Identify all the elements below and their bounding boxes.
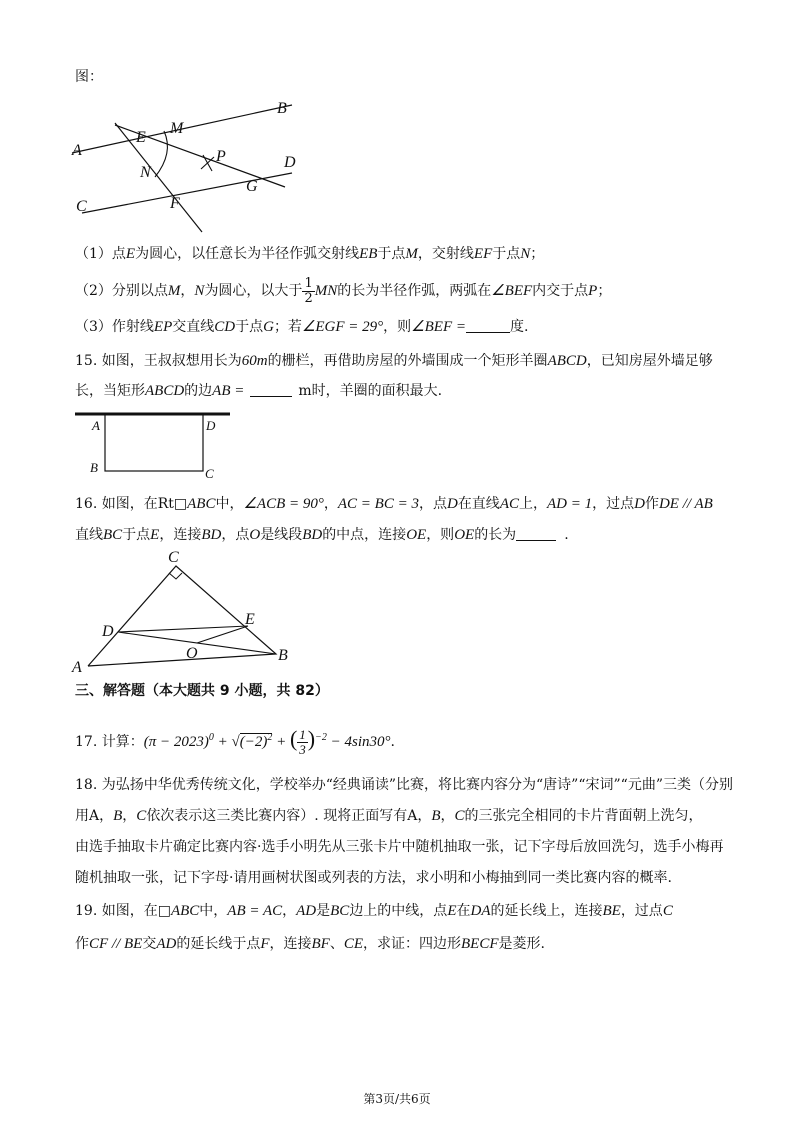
q14-step3: （3）作射线EP交直线CD于点G；若∠EGF = 29°，则∠BEF = 度. [75, 319, 529, 335]
label-a: A [92, 418, 100, 433]
page-number: 第3页/共6页 [363, 1092, 431, 1106]
segment-de [118, 626, 248, 632]
q15-line1: 15. 如图，王叔叔想用长为60m的栅栏，再借助房屋的外墙围成一个矩形羊圈ABCD，已知房屋外墙足够 [75, 353, 713, 369]
q16-line2: 直线BC于点E，连接BD，点O是线段BD的中点，连接OE，则OE的长为 . [75, 527, 569, 543]
q18-line4: 随机抽取一张，记下字母·请用画树状图或列表的方法，求小明和小梅抽到同一类比赛内容的概率. [75, 870, 672, 886]
label-p: P [216, 148, 226, 165]
figure-q16-triangle [68, 548, 298, 676]
label-d: D [284, 154, 296, 171]
label-f: F [170, 195, 180, 212]
q14-step2: （2）分别以点M，N为圆心，以大于 $\frac{1}{2}$ MN的长为半径作弧，两弧在∠BEF内交于点P； [75, 275, 612, 306]
label-g: G [246, 178, 258, 195]
label-e: E [245, 611, 255, 628]
figure-q14-diagram [60, 95, 320, 220]
label-d: D [102, 623, 114, 640]
label-n: N [140, 164, 151, 181]
q17: 17. 计算：$(\pi - 2023)^0 + √(-2)^2$ + ( $\frac{1}{3}$ )$^{-2}$ − 4sin30°. [75, 726, 395, 758]
q15-line2: 长，当矩形ABCD的边AB = m时，羊圈的面积最大. [75, 383, 443, 399]
q16-line1: 16. 如图，在Rt□ABC中，∠ACB = 90°，AC = BC = 3，点D在直线AC上，AD = 1，过点D作DE // AB [75, 496, 713, 512]
label-o: O [186, 645, 198, 662]
q17-expression: $(\pi - 2023)^0 + √(-2)^2$ + ( $\frac{1}{3}$ )$^{-2}$ − 4sin30° [143, 726, 391, 758]
section-heading: 三、解答题（本大题共 9 小题，共 82） [75, 683, 329, 699]
label-b: B [277, 100, 287, 117]
q18-line1: 18. 为弘扬中华优秀传统文化，学校举办“经典诵读”比赛，将比赛内容分为“唐诗”“宋词”“元曲”三类（分别 [75, 777, 733, 793]
fraction-one-third: $\frac{1}{3}$ [299, 727, 306, 758]
label-c: C [205, 466, 214, 481]
label-b: B [278, 647, 288, 664]
label-m: M [170, 120, 184, 137]
right-angle-mark [169, 573, 182, 579]
arc-mn [155, 131, 167, 177]
transversal-ef [115, 123, 202, 232]
pen-rectangle [105, 414, 203, 471]
figure-q15-pen [70, 408, 240, 480]
answer-blank[interactable] [250, 382, 292, 397]
answer-blank[interactable] [466, 318, 510, 333]
sqrt-sign: √ [231, 734, 240, 750]
label-c: C [168, 549, 179, 566]
q19-line1: 19. 如图，在□ABC中，AB = AC，AD是BC边上的中线，点E在DA的延长线上，连接BE，过点C [75, 903, 673, 919]
label-c: C [76, 198, 87, 215]
q19-line2: 作CF // BE交AD的延长线于点F，连接BF、CE，求证：四边形BECF是菱形. [75, 936, 545, 952]
label-b: B [90, 460, 98, 475]
q14-step1: （1）点E为圆心，以任意长为半径作弧交射线EB于点M，交射线EF于点N； [75, 246, 545, 262]
label-a: A [72, 142, 82, 159]
label-e: E [136, 129, 146, 146]
label-d: D [206, 418, 216, 433]
q18-line2: 用A，B，C依次表示这三类比赛内容）. 现将正面写有A，B，C的三张完全相同的卡片背面朝上洗匀， [75, 808, 703, 824]
answer-blank[interactable] [516, 526, 556, 541]
fraction-one-half: $\frac{1}{2}$ [304, 275, 313, 306]
figure-caption: 图： [75, 69, 103, 85]
q18-line3: 由选手抽取卡片确定比赛内容·选手小明先从三张卡片中随机抽取一张，记下字母后放回洗匀，选手小梅再 [75, 839, 724, 855]
line-cd [82, 173, 292, 213]
label-a: A [72, 659, 82, 676]
